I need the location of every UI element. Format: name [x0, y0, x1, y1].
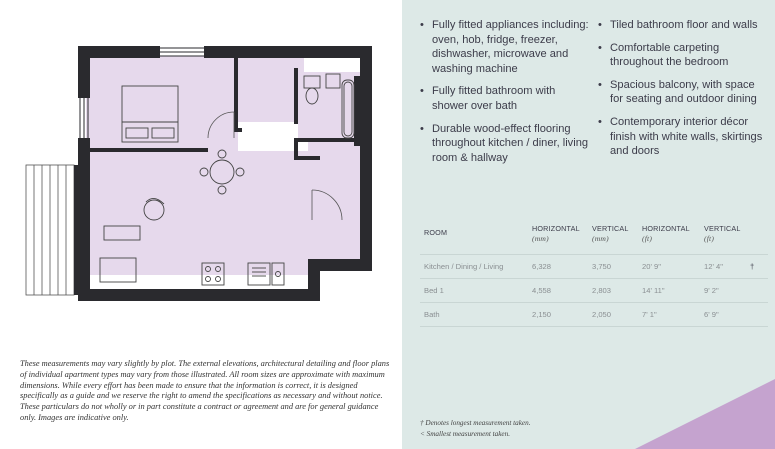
- wall: [294, 138, 360, 142]
- cell: 6,328: [528, 255, 588, 279]
- header-label: VERTICAL: [704, 224, 741, 233]
- feature-item: • Contemporary interior décor finish with white walls, skirtings and doors: [598, 115, 770, 159]
- room-name: Bed 1: [420, 279, 528, 303]
- column-header: [528, 224, 588, 255]
- cell: 12' 4": [700, 255, 746, 279]
- table-row: [420, 255, 768, 279]
- longest-mark: †: [746, 255, 768, 279]
- features-column-1: [420, 18, 590, 173]
- footnote-longest: † Denotes longest measurement taken.: [420, 419, 531, 427]
- column-header-room: ROOM: [424, 228, 448, 237]
- header-unit: (ft): [642, 234, 653, 243]
- column-header: [638, 224, 700, 255]
- features-column-2: [598, 18, 770, 167]
- kitchen-living-area: [86, 151, 308, 275]
- column-header: [588, 224, 638, 255]
- wall: [234, 128, 242, 132]
- balcony: [26, 165, 74, 295]
- feature-item: • Fully fitted appliances including: oven, hob, fridge, freezer, dishwasher, microwave and washing machine: [420, 18, 590, 76]
- longest-mark: [746, 279, 768, 303]
- room-name: Kitchen / Dining / Living: [420, 255, 528, 279]
- wall: [294, 68, 298, 124]
- cell: 2,050: [588, 303, 638, 327]
- specification-panel: [402, 0, 775, 449]
- room-fills: [86, 56, 372, 275]
- cell: 3,750: [588, 255, 638, 279]
- decorative-triangle: [625, 379, 775, 449]
- wall: [78, 46, 90, 98]
- table-row: [420, 279, 768, 303]
- cell: 2,150: [528, 303, 588, 327]
- disclaimer-text: These measurements may vary slightly by plot. The external elevations, architectural detailing and floor plans of individual apartment types may vary from those illustrated. All room sizes are approximate with maximum dimensions. While every effort has been made to ensure that the information is correct, it is designed specifically as a guide and we reserve the right to amend the specifications as necessary and without notice. These particulars do not wholly or in part constitute a contract or agreement and are for general guidance only. Images are indicative only.: [20, 359, 390, 422]
- wall: [204, 46, 372, 58]
- floor-plan: [22, 40, 392, 305]
- table-header-row: [420, 224, 768, 255]
- cell: 7' 1": [638, 303, 700, 327]
- wall: [78, 148, 208, 152]
- room-name: Bath: [420, 303, 528, 327]
- cell: 4,558: [528, 279, 588, 303]
- wall: [294, 138, 298, 160]
- wall: [360, 46, 372, 271]
- feature-item: • Spacious balcony, with space for seating and outdoor dining: [598, 78, 770, 107]
- feature-item: • Durable wood-effect flooring throughout kitchen / diner, living room & hallway: [420, 122, 590, 166]
- header-unit: (ft): [704, 234, 715, 243]
- header-label: HORIZONTAL: [642, 224, 690, 233]
- column-header-mark: [746, 224, 768, 255]
- cell: 14' 11": [638, 279, 700, 303]
- cell: 20' 9": [638, 255, 700, 279]
- wall: [78, 289, 320, 301]
- room-dimensions-table: [420, 224, 768, 327]
- cell: 2,803: [588, 279, 638, 303]
- balcony-door: [74, 165, 78, 295]
- wall: [298, 156, 320, 160]
- header-label: VERTICAL: [592, 224, 629, 233]
- wall: [78, 46, 160, 58]
- cell: 9' 2": [700, 279, 746, 303]
- feature-item: • Tiled bathroom floor and walls: [598, 18, 770, 33]
- feature-item: • Fully fitted bathroom with shower over bath: [420, 84, 590, 113]
- header-label: HORIZONTAL: [532, 224, 580, 233]
- accent-shape: [635, 379, 775, 449]
- feature-item: • Comfortable carpeting throughout the bedroom: [598, 41, 770, 70]
- wall: [354, 76, 360, 146]
- column-header: [700, 224, 746, 255]
- footnote-smallest: < Smallest measurement taken.: [420, 430, 511, 438]
- table-row: [420, 303, 768, 327]
- header-unit: (mm): [532, 234, 549, 243]
- longest-mark: [746, 303, 768, 327]
- wall: [78, 138, 90, 301]
- header-unit: (mm): [592, 234, 609, 243]
- cell: 6' 9": [700, 303, 746, 327]
- wall: [234, 56, 238, 128]
- bedroom-area: [86, 56, 238, 151]
- footnotes: [420, 418, 531, 440]
